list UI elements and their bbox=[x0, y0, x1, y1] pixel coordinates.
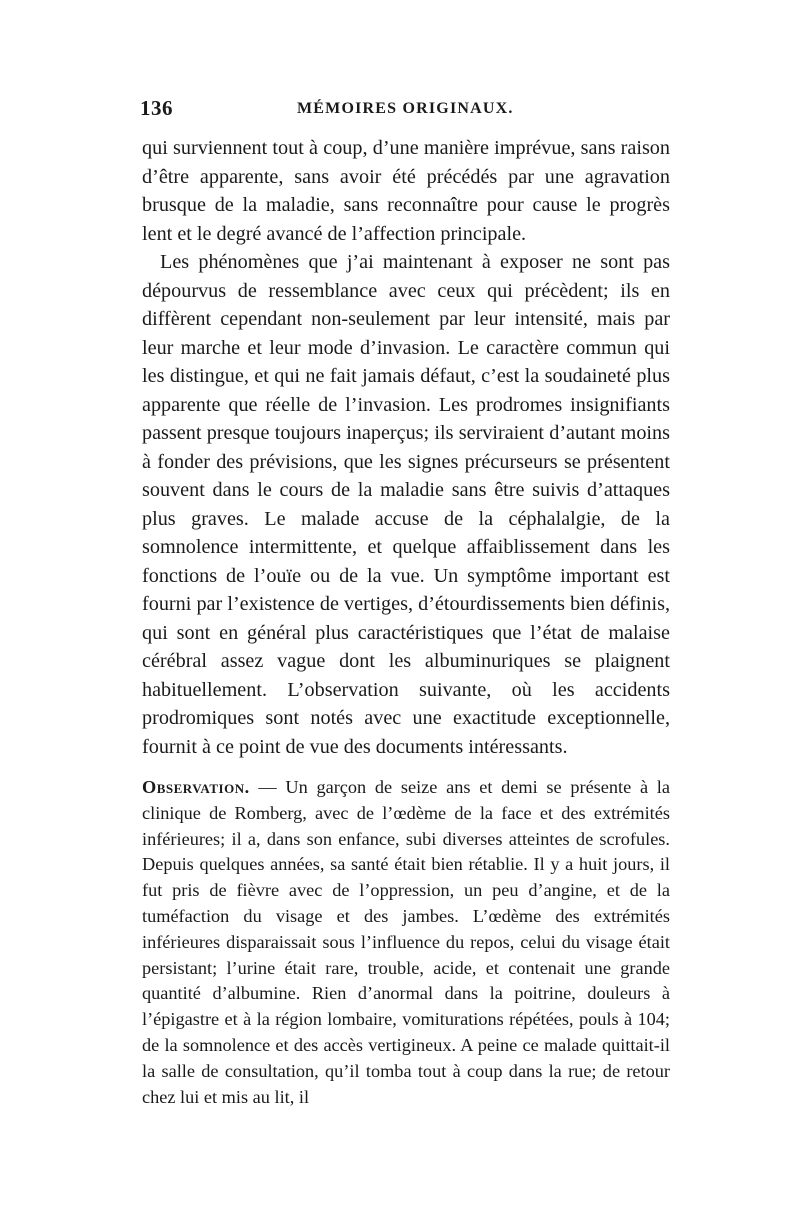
running-head bbox=[142, 96, 670, 126]
running-title: MÉMOIRES ORIGINAUX. bbox=[297, 100, 514, 117]
paragraph-continued: qui surviennent tout à coup, d’une manière imprévue, sans raison d’être apparente, sans avoir été précédés par une agravation brusque de la maladie, sans reconnaître pour cause le progrès lent et le degré avancé de l’affection principale. bbox=[142, 137, 670, 245]
observation-paragraph bbox=[142, 775, 670, 1110]
observation-label: Observation. bbox=[142, 777, 250, 797]
book-page bbox=[142, 96, 670, 1110]
page-number: 136 bbox=[140, 96, 173, 120]
paragraph-main: Les phénomènes que j’ai maintenant à exposer ne sont pas dépourvus de ressemblance avec ceux qui précèdent; ils en diffèrent cependant non-seulement par leur intensité, mais par leur marche et leur mode d’invasion. Le caractère commun qui les distingue, et qui ne fait jamais défaut, c’est la soudaineté plus apparente que réelle de l’invasion. Les prodromes insignifiants passent presque toujours inaperçus; ils serviraient d’autant moins à fonder des prévisions, que les signes précurseurs se présentent souvent dans le cours de la maladie sans être suivis d’attaques plus graves. Le malade accuse de la céphalalgie, de la somnolence intermittente, et quelque affaiblissement dans les fonctions de l’ouïe ou de la vue. Un symptôme important est fourni par l’existence de vertiges, d’étourdissements bien définis, qui sont en général plus caractéristiques que l’état de malaise cérébral assez vague dont les albuminuriques se plaignent habituellement. L’observation suivante, où les accidents prodromiques sont notés avec une exactitude exceptionnelle, fournit à ce point de vue des documents intéressants. bbox=[142, 251, 670, 758]
observation-text: — Un garçon de seize ans et demi se présente à la clinique de Romberg, avec de l’œdème de la face et des extrémités inférieures; il a, dans son enfance, subi diverses atteintes de scrofules. Depuis quelques années, sa santé était bien rétablie. Il y a huit jours, il fut pris de fièvre avec de l’oppression, un peu d’angine, et de la tuméfaction du visage et des jambes. L’œdème des extrémités inférieures disparaissait sous l’influence du repos, celui du visage était persistant; l’urine était rare, trouble, acide, et contenait une grande quantité d’albumine. Rien d’anormal dans la poitrine, douleurs à l’épigastre et à la région lombaire, vomiturations répétées, pouls à 104; de la somnolence et des accès vertigineux. A peine ce malade quittait-il la salle de consultation, qu’il tomba tout à coup dans la rue; de retour chez lui et mis au lit, il bbox=[142, 777, 670, 1107]
